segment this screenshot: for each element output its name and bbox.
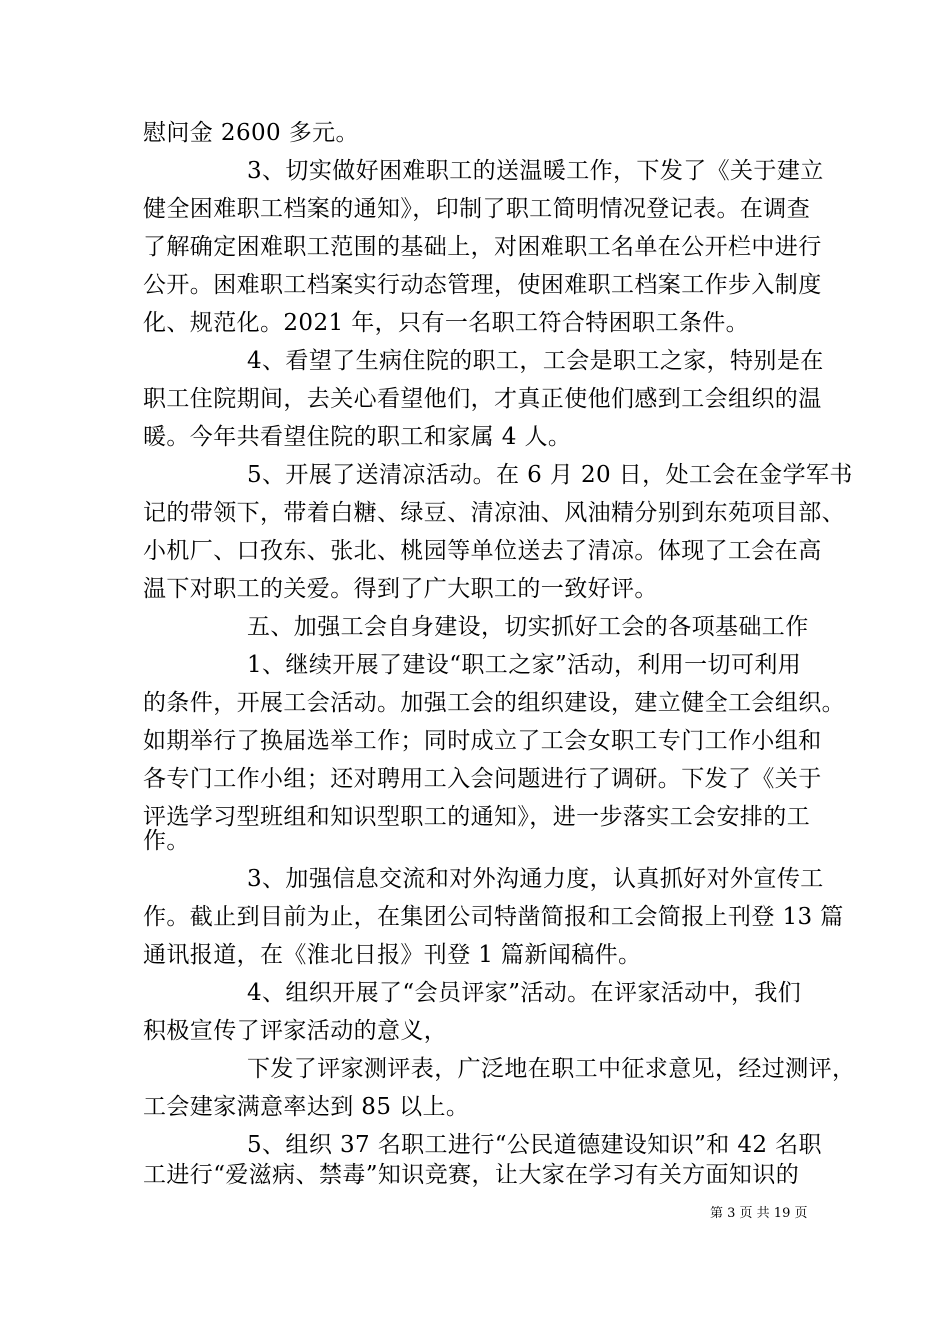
text-line: 作。 (143, 828, 190, 854)
text-line: 的条件，开展工会活动。加强工会的组织建设，建立健全工会组织。 (143, 690, 845, 716)
text-line: 评选学习型班组和知识型职工的通知》，进一步落实工会安排的工 (143, 804, 811, 830)
text-line: 了解确定困难职工范围的基础上，对困难职工名单在公开栏中进行 (143, 234, 822, 260)
text-line: 暖。今年共看望住院的职工和家属 4 人。 (143, 424, 572, 450)
text-line: 各专门工作小组；还对聘用工入会问题进行了调研。下发了《关于 (143, 766, 822, 792)
text-line: 工进行“爱滋病、禁毒”知识竞赛，让大家在学习有关方面知识的 (143, 1162, 800, 1188)
text-line: 3、切实做好困难职工的送温暖工作，下发了《关于建立 (247, 158, 824, 184)
text-line: 5、组织 37 名职工进行“公民道德建设知识”和 42 名职 (247, 1132, 822, 1158)
text-line: 健全困难职工档案的通知》，印制了职工简明情况登记表。在调查 (143, 196, 811, 222)
text-line: 记的带领下，带着白糖、绿豆、清凉油、风油精分别到东苑项目部、 (143, 500, 845, 526)
text-line: 4、组织开展了“会员评家”活动。在评家活动中，我们 (247, 980, 802, 1006)
text-line: 下发了评家测评表，广泛地在职工中征求意见，经过测评， (247, 1056, 856, 1082)
text-line: 1、继续开展了建设“职工之家”活动，利用一切可利用 (247, 652, 802, 678)
text-line: 慰问金 2600 多元。 (143, 120, 359, 146)
text-line: 如期举行了换届选举工作；同时成立了工会女职工专门工作小组和 (143, 728, 822, 754)
section-heading: 五、加强工会自身建设，切实抓好工会的各项基础工作 (247, 614, 809, 640)
text-line: 积极宣传了评家活动的意义， (143, 1018, 448, 1044)
text-line: 化、规范化。2021 年，只有一名职工符合特困职工条件。 (143, 310, 750, 336)
text-line: 公开。困难职工档案实行动态管理，使困难职工档案工作步入制度 (143, 272, 822, 298)
text-line: 小机厂、口孜东、张北、桃园等单位送去了清凉。体现了工会在高 (143, 538, 822, 564)
text-line: 通讯报道，在《淮北日报》刊登 1 篇新闻稿件。 (143, 942, 642, 968)
text-line: 温下对职工的关爱。得到了广大职工的一致好评。 (143, 576, 658, 602)
text-line: 作。截止到目前为止，在集团公司特凿简报和工会简报上刊登 13 篇 (143, 904, 844, 930)
text-line: 工会建家满意率达到 85 以上。 (143, 1094, 470, 1120)
page-number: 第 3 页 共 19 页 (710, 1206, 808, 1221)
text-line: 职工住院期间，去关心看望他们，才真正使他们感到工会组织的温 (143, 386, 822, 412)
text-line: 5、开展了送清凉活动。在 6 月 20 日，处工会在金学军书 (247, 462, 853, 488)
text-line: 4、看望了生病住院的职工，工会是职工之家，特别是在 (247, 348, 824, 374)
text-line: 3、加强信息交流和对外沟通力度，认真抓好对外宣传工 (247, 866, 824, 892)
